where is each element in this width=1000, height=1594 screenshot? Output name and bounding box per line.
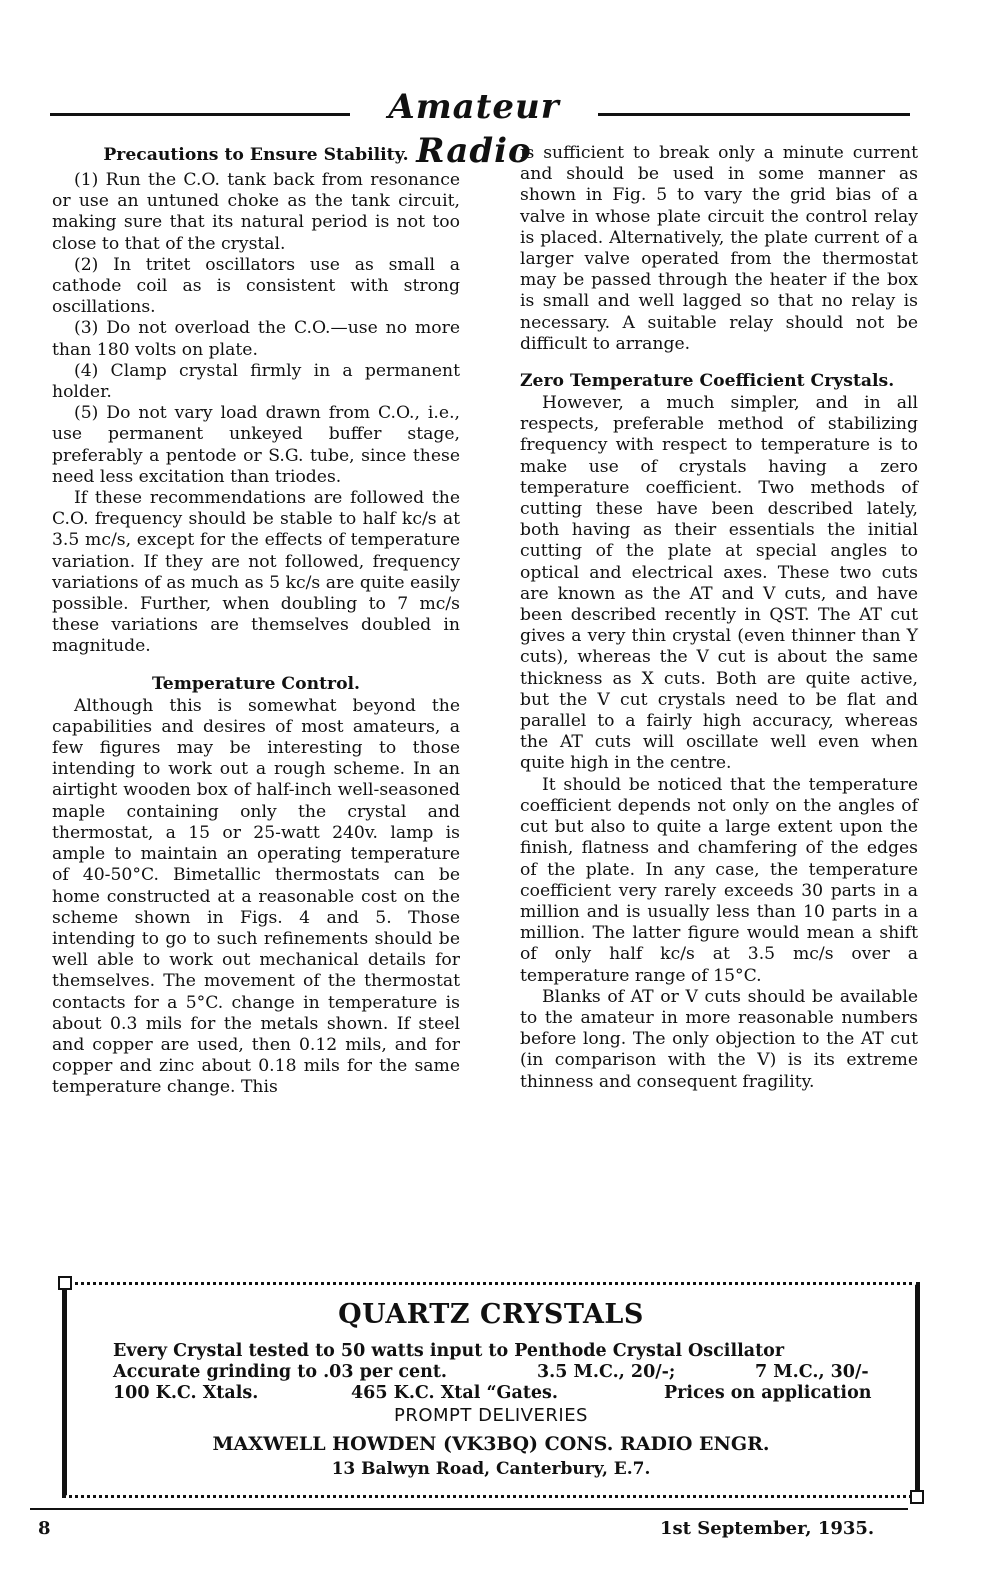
paragraph: Blanks of AT or V cuts should be available to the amateur in more reasonable numbers before long. The only objection to the AT cut (in comparison with the V) is its extreme thinness and consequent fragility.: [520, 986, 918, 1092]
magazine-title: Amateur Radio: [388, 87, 560, 171]
ad-line: Accurate grinding to .03 per cent.: [113, 1362, 448, 1382]
ad-prompt-deliveries: PROMPT DELIVERIES: [393, 1405, 588, 1426]
paragraph: (5) Do not vary load drawn from C.O., i.e., use permanent unkeyed buffer stage, preferably a pentode or S.G. tube, since these need less excitation than triodes.: [52, 403, 460, 487]
left-column: [52, 143, 460, 1099]
paragraph: (4) Clamp crystal firmly in a permanent holder.: [52, 360, 460, 403]
issue-date: 1st September, 1935.: [660, 1518, 875, 1539]
ad-price: 3.5 M.C., 20/-;: [537, 1362, 676, 1382]
paragraph: is sufficient to break only a minute current and should be used in some manner as shown in Fig. 5 to vary the grid bias of a valve in whose plate circuit the control relay is placed. Alternatively, the plate current of a larger valve operated from the thermostat may be passed through the heater if the box is small and well lagged so that no relay is necessary. A suitable relay should not be difficult to arrange.: [520, 143, 918, 354]
paragraph: (3) Do not overload the C.O.—use no more than 180 volts on plate.: [52, 318, 460, 360]
footer-rule: [30, 1508, 908, 1510]
paragraph: However, a much simpler, and in all respects, preferable method of stabilizing frequency with respect to temperature is to make use of crystals having a zero temperature coefficient. Two methods of cutting these have been described lately, both having as their essentials the initial cutting of the plate at special angles to optical and electrical axes. These two cuts are known as the AT and V cuts, and have been described recently in QST. The AT cut gives a very thin crystal (even thinner than Y cuts), whereas the V cut is about the same thickness as X cuts. Both are quite active, but the V cut crystals need to be flat and parallel to a fairly high accuracy, whereas the AT cuts will oscillate well even when quite high in the centre.: [520, 393, 918, 774]
heading-stability: Precautions to Ensure Stability.: [103, 145, 409, 165]
masthead-rule-left: [50, 113, 350, 116]
ad-corner-ornament: [58, 1276, 72, 1290]
paragraph: If these recommendations are followed the C.O. frequency should be stable to half kc/s at 3.5 mc/s, except for the effects of temperature variation. If they are not followed, frequency variations of as much as 5 kc/s are quite easily possible. Further, when doubling to 7 mc/s these variations are themselves doubled in magnitude.: [52, 488, 460, 657]
paragraph: (1) Run the C.O. tank back from resonance or use an untuned choke as the tank circuit, making sure that its natural period is not too close to that of the crystal.: [52, 170, 460, 254]
ad-address: 13 Balwyn Road, Canterbury, E.7.: [331, 1459, 651, 1479]
ad-line: Every Crystal tested to 50 watts input to Penthode Crystal Oscillator: [113, 1341, 785, 1361]
paragraph: (2) In tritet oscillators use as small a cathode coil as is consistent with strong oscillations.: [52, 254, 460, 318]
ad-line: 465 K.C. Xtal “Gates.: [351, 1383, 558, 1403]
ad-firm-name: MAXWELL HOWDEN (VK3BQ) CONS. RADIO ENGR.: [212, 1433, 770, 1455]
ad-heading: QUARTZ CRYSTALS: [338, 1299, 644, 1330]
ad-line: Prices on application: [664, 1383, 872, 1403]
paragraph: It should be noticed that the temperature coefficient depends not only on the angles of cut but also to quite a large extent upon the finish, flatness and chamfering of the edges of the plate. In any case, the temperature coefficient very rarely exceeds 30 parts in a million and is usually less than 10 parts in a million. The latter figure would mean a shift of only half kc/s at 3.5 mc/s over a temperature range of 15°C.: [520, 774, 918, 986]
heading-zero-temperature: Zero Temperature Coefficient Crystals.: [520, 371, 895, 392]
page-number: 8: [38, 1518, 51, 1539]
quartz-crystals-advertisement: [62, 1282, 920, 1498]
masthead-rule-right: [598, 113, 910, 116]
ad-corner-ornament: [910, 1490, 924, 1504]
right-column: [520, 143, 918, 1093]
ad-line: 100 K.C. Xtals.: [113, 1383, 259, 1403]
paragraph: Although this is somewhat beyond the capabilities and desires of most amateurs, a few figures may be interesting to those intending to work out a rough scheme. In an airtight wooden box of half-inch well-seasoned maple containing only the crystal and thermostat, a 15 or 25-watt 240v. lamp is ample to maintain an operating temperature of 40-50°C. Bimetallic thermostats can be home constructed at a reasonable cost on the scheme shown in Figs. 4 and 5. Those intending to go to such refinements should be well able to work out mechanical details for themselves. The movement of the thermostat contacts for a 5°C. change in temperature is about 0.3 mils for the metals shown. If steel and copper are used, then 0.12 mils, and for copper and zinc about 0.18 mils for the same temperature change. This: [52, 695, 460, 1098]
heading-temperature-control: Temperature Control.: [151, 673, 361, 694]
ad-price: 7 M.C., 30/-: [755, 1362, 869, 1382]
